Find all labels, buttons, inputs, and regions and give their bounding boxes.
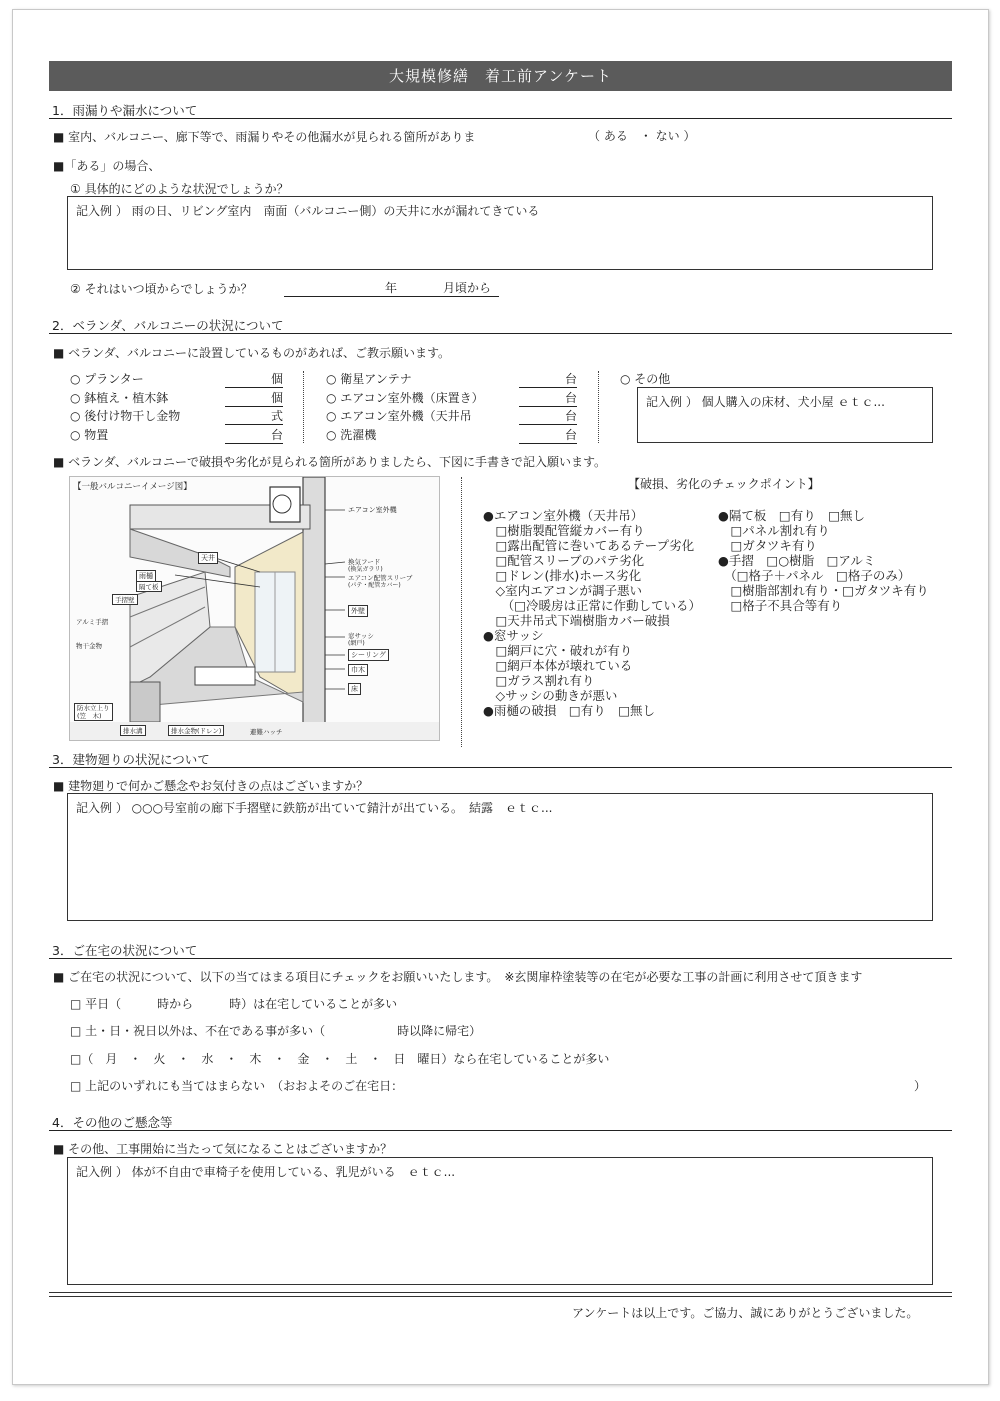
label-sash2: (網戸) <box>348 640 365 647</box>
label-baseboard: 巾木 <box>348 664 368 676</box>
col-divider-1 <box>303 371 304 443</box>
label-waterproof <box>74 703 113 721</box>
section-2-rule <box>49 333 952 334</box>
installed-question: ■ ベランダ、バルコニーに設置しているものがあれば、ご教示願います。 <box>53 346 450 360</box>
section-3-heading: 3．建物廻りの状況について <box>52 752 210 767</box>
since-when-question: ② それはいつ頃からでしょうか？ <box>70 282 253 296</box>
check-item[interactable]: □格子不具合等有り <box>718 598 843 613</box>
label-sleeve2: (パテ・配管カバー) <box>348 582 401 589</box>
diagram-title: 【一般バルコニーイメージ図】 <box>73 482 192 492</box>
building-answer-box[interactable] <box>67 793 933 921</box>
check-item[interactable]: □樹脂製配管縦カバー有り <box>483 523 645 538</box>
year-label: 年 <box>385 281 398 295</box>
item-aircon-ceiling[interactable]: ○ エアコン室外機（天井吊 <box>326 409 472 423</box>
item-planter[interactable]: ○ プランター <box>70 372 144 386</box>
label-sash: 窓サッシ <box>348 632 374 640</box>
occupancy-none-close: ） <box>914 1079 927 1093</box>
leak-choice[interactable]: （ ある ・ ない ） <box>588 129 696 143</box>
check-item[interactable]: □ドレン(排水)ホース劣化 <box>483 568 642 583</box>
situation-answer-box[interactable] <box>67 196 933 270</box>
check-item[interactable]: ●窓サッシ <box>483 628 544 643</box>
item-dryer[interactable]: ○ 後付け物干し金物 <box>70 409 181 423</box>
unit-antenna[interactable]: 台 <box>519 370 577 388</box>
other-label: ○ その他 <box>620 372 671 386</box>
other-example: 記入例 ） 個人購入の床材、犬小屋 ｅｔｃ... <box>646 395 885 409</box>
label-aircon: エアコン室外機 <box>348 506 397 514</box>
occupancy-days[interactable]: □（ 月 ・ 火 ・ 水 ・ 木 ・ 金 ・ 土 ・ 日 曜日）なら在宅していることが多い <box>70 1052 610 1066</box>
building-question: ■ 建物廻りで何かご懸念やお気付きの点はございますか？ <box>53 779 369 793</box>
check-item[interactable]: □ガラス割れ有り <box>483 673 595 688</box>
section-occupancy-heading: 3．ご在宅の状況について <box>52 943 198 958</box>
label-gutter: 雨樋 <box>136 570 156 582</box>
occupancy-question: ■ ご在宅の状況について、以下の当てはまる項目にチェックをお願いいたします。 ※玄関扉枠塗装等の在宅が必要な工事の計画に利用させて頂きます <box>53 970 863 984</box>
check-item[interactable]: ●隔て板 □有り □無し <box>718 508 866 523</box>
check-item[interactable]: □網戸に穴・破れが有り <box>483 643 633 658</box>
footer-rule <box>49 1292 952 1297</box>
label-alu: アルミ手摺 <box>76 618 109 626</box>
balcony-diagram[interactable] <box>69 476 440 741</box>
month-label: 月頃から <box>443 281 492 295</box>
unit-washer[interactable]: 台 <box>519 426 577 444</box>
check-item[interactable]: □網戸本体が壊れている <box>483 658 633 673</box>
checkpoint-right-list <box>718 508 932 613</box>
item-antenna[interactable]: ○ 衛星アンテナ <box>326 372 412 386</box>
unit-storage[interactable]: 台 <box>225 426 283 444</box>
col-divider-2 <box>598 371 599 443</box>
diagram-divider <box>461 477 462 747</box>
label-ceiling: 天井 <box>198 552 218 564</box>
label-vent2: (換気ガラリ) <box>348 566 383 573</box>
page-title: 大規模修繕 着工前アンケート <box>49 61 952 91</box>
label-dryer: 物干金物 <box>76 642 102 650</box>
occupancy-weekend-away[interactable]: □ 土・日・祝日以外は、不在である事が多い（ 時以降に帰宅） <box>70 1024 482 1038</box>
label-drain: 排水溝 <box>120 725 146 736</box>
label-waterproof-2: (笠 木) <box>77 712 102 720</box>
other-answer-box[interactable] <box>637 387 933 443</box>
label-partition: 隔て板 <box>136 581 162 592</box>
check-item[interactable]: □天井吊式下端樹脂カバー破損 <box>483 613 670 628</box>
damage-question: ■ ベランダ、バルコニーで破損や劣化が見られる箇所がありましたら、下図に手書きで記入願います。 <box>53 455 606 469</box>
label-outer-wall: 外壁 <box>348 605 368 617</box>
label-floor: 床 <box>348 683 361 695</box>
unit-aircon-ceiling[interactable]: 台 <box>519 407 577 425</box>
check-item[interactable]: ◇サッシの動きが悪い <box>483 688 618 703</box>
check-item[interactable]: （□格子＋パネル □格子のみ） <box>718 568 911 583</box>
unit-aircon-floor[interactable]: 台 <box>519 389 577 407</box>
check-item[interactable]: ●エアコン室外機（天井吊） <box>483 508 644 523</box>
section-1-rule <box>49 118 952 119</box>
section-4-heading: 4．その他のご懸念等 <box>52 1115 173 1130</box>
balcony-illustration <box>70 477 439 740</box>
check-item[interactable]: □パネル割れ有り <box>718 523 830 538</box>
installed-col-1 <box>70 370 290 446</box>
since-when-underline[interactable] <box>284 296 499 297</box>
footer-thanks: アンケートは以上です。ご協力、誠にありがとうございました。 <box>572 1306 919 1320</box>
check-item[interactable]: ◇室内エアコンが調子悪い <box>483 583 642 598</box>
label-sealing: シーリング <box>348 649 389 661</box>
check-item[interactable]: （□冷暖房は正常に作動している） <box>483 598 702 613</box>
item-aircon-floor[interactable]: ○ エアコン室外機（床置き） <box>326 391 484 405</box>
situation-question: ① 具体的にどのような状況でしょうか？ <box>70 182 289 196</box>
check-item[interactable]: ●手摺 □○樹脂 □アルミ <box>718 553 876 568</box>
label-waterproof-1: 防水立上り <box>77 704 110 712</box>
section-2-heading: 2．ベランダ、バルコニーの状況について <box>52 318 284 333</box>
label-hatch: 避難ハッチ <box>250 728 283 736</box>
item-pot[interactable]: ○ 鉢植え・植木鉢 <box>70 391 169 405</box>
label-sleeve: エアコン配管スリーブ <box>348 574 413 582</box>
label-vent: 換気フード <box>348 558 381 566</box>
unit-dryer[interactable]: 式 <box>225 407 283 425</box>
checkpoint-title: 【破損、劣化のチェックポイント】 <box>628 477 820 491</box>
check-item[interactable]: □配管スリーブのパテ劣化 <box>483 553 645 568</box>
section-4-rule <box>49 1130 952 1131</box>
unit-planter[interactable]: 個 <box>225 370 283 388</box>
label-drain-metal: 排水金物(ドレン) <box>168 725 224 736</box>
check-item[interactable]: □樹脂部割れ有り・□ガタツキ有り <box>718 583 929 598</box>
section-3-rule <box>49 767 952 768</box>
occupancy-weekday[interactable]: □ 平日（ 時から 時）は在宅していることが多い <box>70 997 398 1011</box>
check-item[interactable]: □ガタツキ有り <box>718 538 817 553</box>
item-washer[interactable]: ○ 洗濯機 <box>326 428 377 442</box>
occupancy-none[interactable]: □ 上記のいずれにも当てはまらない （おおよそのご在宅日： <box>70 1079 404 1093</box>
building-example: 記入例 ） ○○○号室前の廊下手摺壁に鉄筋が出ていて錆汁が出ている。 結露 ｅｔｃ... <box>76 801 553 815</box>
check-item[interactable]: ●雨樋の破損 □有り □無し <box>483 703 656 718</box>
check-item[interactable]: □露出配管に巻いてあるテープ劣化 <box>483 538 695 553</box>
unit-pot[interactable]: 個 <box>225 389 283 407</box>
section-1-heading: 1．雨漏りや漏水について <box>52 103 198 118</box>
other-concern-question: ■ その他、工事開始に当たって気になることはございますか？ <box>53 1142 393 1156</box>
section-occupancy-rule <box>49 958 952 959</box>
checkpoint-left-list <box>483 508 723 718</box>
situation-example: 記入例 ） 雨の日、リビング室内 南面（バルコニー側）の天井に水が漏れてきている <box>76 204 540 218</box>
if-yes-label: ■「ある」の場合、 <box>53 159 161 173</box>
other-concern-answer-box[interactable] <box>67 1157 933 1285</box>
label-handrail: 手摺壁 <box>112 594 138 605</box>
installed-col-2 <box>326 370 582 446</box>
other-concern-example: 記入例 ） 体が不自由で車椅子を使用している、乳児がいる ｅｔｃ... <box>76 1165 456 1179</box>
leak-question: ■ 室内、バルコニー、廊下等で、雨漏りやその他漏水が見られる箇所がありま <box>53 130 476 144</box>
item-storage[interactable]: ○ 物置 <box>70 428 109 442</box>
